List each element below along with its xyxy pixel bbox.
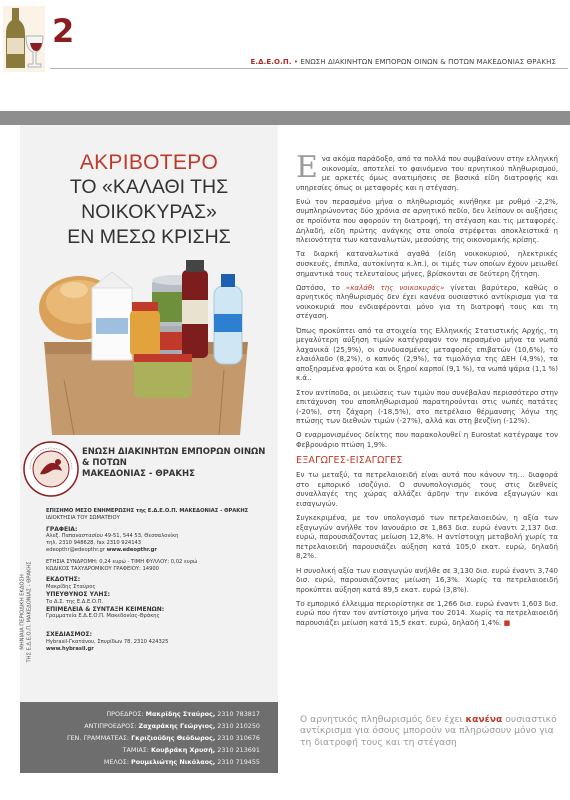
header-org-full: ΕΝΩΣΗ ΔΙΑΚΙΝΗΤΩΝ ΕΜΠΟΡΩΝ ΟΙΝΩΝ & ΠΟΤΩΝ ΜΑΚΕΔΟΝΙΑΣ ΘΡΑΚΗΣ <box>300 58 556 66</box>
official-medium: ΕΠΙΣΗΜΟ ΜΕΣΟ ΕΝΗΜΕΡΩΣΗΣ της Ε.Δ.Ε.Ο.Π. ΜΑΚΕΔΟΝΙΑΣ - ΘΡΑΚΗΣ <box>46 508 249 514</box>
publisher-heading: ΕΚΔΟΤΗΣ: <box>46 576 81 584</box>
subheading: ΕΞΑΓΩΓΕΣ-ΕΙΣΑΓΩΓΕΣ <box>296 454 403 466</box>
paragraph: Στον αντίποδα, οι μειώσεις των τιμών που συνέβαλαν περισσότερο στην επιτάχυνση του αποπληθωρισμού παρατηρούνται στις νωπές πατάτες (-20%), στη ζάχαρη (-18,5%), στο πετρέλαιο θέρμανσης λόγω της πτώσης των διεθνών τιμών (-27%), αλλά και στη βενζίνη (-12%). <box>296 387 558 426</box>
offices-email[interactable]: edeopthr@edeopthr.gr <box>46 546 107 553</box>
pull-quote <box>300 714 560 748</box>
paragraph-text: γίνεται βαρύτερο, καθώς ο αρνητικός πληθωρισμός δεν έχει κανένα ουσιαστικό αντίκρισμα για τα νοικοκυριά που ενδιαφέρονται μόνο για τη διατροφή τους και τη στέγαση. <box>296 282 558 321</box>
paragraph-text: να ακόμα παράδοξο, από τα πολλά που συμβαίνουν στην ελληνική οικονομία, αποτελεί το φαινόμενο του αρνητικού πληθωρισμού, με αρκετές όμως ανατιμήσεις σε βασικά είδη διατροφής και υπηρεσίες όπως οι μεταφορές και η στέγαση. <box>296 154 558 192</box>
board-row <box>67 734 260 742</box>
emphasis: «καλάθι της νοικοκυράς» <box>345 282 445 292</box>
paragraph: Ενώ τον περασμένο μήνα ο πληθωρισμός κινήθηκε με ρυθμό -2,2%, συμπληρώνοντας δύο χρόνια σε αρνητικό πεδίο, δεν λείπουν οι αυξήσεις σε προϊόντα που αφορούν τη διατροφή, τη στέγαση και τις μεταφορές. Δηλαδή, είδη πρώτης ανάγκης στα οποία στρέφεται αποκλειστικά η πλειονότητα των καταναλωτών, μεσούσης της οικονομικής κρίσης. <box>296 196 558 245</box>
drop-cap: Ε <box>296 150 318 185</box>
organization-name <box>82 447 272 480</box>
board-phone: 2310 213691 <box>217 746 260 754</box>
end-mark: ■ <box>503 618 511 628</box>
editing-name: Γραμματεία Ε.Δ.Ε.Ο.Π. Μακεδονίας-Θράκης <box>46 613 160 620</box>
quote-text: ουσιαστικό αντίκρισμα για όσους μπορούν να πληρώσουν μόνο για τη διατροφή τους και τη στέγαση <box>300 714 557 748</box>
article-body <box>296 150 558 632</box>
title-line-3: ΝΟΙΚΟΚΥΡΑΣ» <box>81 201 217 223</box>
board-name: Ζαχαράκης Γεώργιος, <box>138 722 216 730</box>
board-members-box <box>20 702 278 773</box>
paragraph-text: Το εμπορικό έλλειμμα περιορίστηκε σε 1,266 δισ. ευρώ έναντι 1,603 δισ. ευρώ που ήταν τον αντίστοιχο μήνα του 2014. Χωρίς τα πετρελαιοειδή παρουσιάζει μείωση κατά 15,5 εκατ. ευρώ, δηλαδή 1,4%. <box>296 598 558 628</box>
paragraph <box>296 283 558 321</box>
design-heading: ΣΧΕΔΙΑΣΜΟΣ: <box>46 631 93 639</box>
paragraph: Ο εναρμονισμένος δείκτης που παρακολουθεί η Eurostat κατέγραψε τον Φεβρουάριο πτώση 1,9%. <box>296 430 558 450</box>
board-row <box>104 758 260 766</box>
org-name-line-1: ΕΝΩΣΗ ΔΙΑΚΙΝΗΤΩΝ ΕΜΠΟΡΩΝ ΟΙΝΩΝ & ΠΟΤΩΝ <box>82 447 266 468</box>
paragraph: Εν τω μεταξύ, τα πετρελαιοειδή είναι αυτά που κάνουν τη… διαφορά στο εμπορικό ισοζύγιο. Ο συνυπολογισμός τους στις διεθνείς συναλλαγές της χώρας αλλάζει άρδην την εικόνα εξαγωγών και εισαγωγών. <box>296 470 558 508</box>
offices-heading: ΓΡΑΦΕΙΑ: <box>46 525 78 533</box>
offices-web <box>46 547 274 554</box>
quote-text: Ο αρνητικός πληθωρισμός δεν έχει <box>300 714 466 725</box>
paragraph-text: Ωστόσο, το <box>296 282 346 292</box>
org-name-line-2: ΜΑΚΕΔΟΝΙΑΣ - ΘΡΑΚΗΣ <box>82 469 195 479</box>
header-org-short: Ε.Δ.Ε.Ο.Π. <box>250 58 292 66</box>
offices-phone: τηλ. 2310 948628, fax 2310 924143 <box>46 540 142 547</box>
paragraph: Η συνολική αξία των εισαγωγών ανήλθε σε 3,130 δισ. ευρώ έναντι 3,740 δισ. ευρώ, παρουσιάζοντας μείωση 16,3%. Χωρίς τα πετρελαιοειδή προκύπτει αύξηση κατά 89,5 εκατ. ευρώ (3,8%). <box>296 565 558 594</box>
paragraph <box>296 599 558 628</box>
masthead-credits <box>46 508 274 653</box>
paragraph: Τα διαρκή καταναλωτικά αγαθά (είδη νοικοκυριού, ηλεκτρικές συσκευές, έπιπλα, αυτοκίνητα κ.λπ.), οι τιμές των οποίων έχουν μειωθεί σημαντικά τους τελευταίους μήνες, βρίσκονται σε δεύτερη ζήτηση. <box>296 249 558 278</box>
board-phone: 2310 719455 <box>217 758 260 766</box>
offices-address: Αλεξ. Παπαναστασίου 49-51, 544 53, Θεσσαλονίκη <box>46 533 179 540</box>
title-line-1: ΑΚΡΙΒΟΤΕΡΟ <box>79 151 219 174</box>
board-role: ΤΑΜΙΑΣ: <box>122 746 149 754</box>
vertical-publication-note <box>17 512 35 707</box>
publisher-name: Μακρίδης Σταύρος <box>46 584 96 591</box>
side-line-1: ΜΗΝΙΑΙΑ ΠΕΡΙΟΔΙΚΗ ΕΚΔΟΣΗ <box>19 574 26 650</box>
association-seal-logo <box>22 440 80 498</box>
subscription: ΕΤΗΣΙΑ ΣΥΝΔΡΟΜΗ: 0,24 ευρώ - ΤΙΜΗ ΦΥΛΛΟΥ: 0,02 ευρώ <box>46 558 198 565</box>
board-row <box>123 746 260 754</box>
ownership: ΙΔΙΟΚΤΗΣΙΑ ΤΟΥ ΣΩΜΑΤΕΙΟΥ <box>46 514 120 521</box>
design-address: Hybrasil-Γκατάνου, Σπυρίδων 78, 2310 424325 <box>46 638 169 645</box>
paragraph: Όπως προκύπτει από τα στοιχεία της Ελληνικής Στατιστικής Αρχής, τη μεγαλύτερη αύξηση τιμών κατέγραψαν τον περασμένο μήνα τα νωπά λαχανικά (25,9%), οι συνδυασμένες μεταφορές επιβατών (10,6%), το ελαιόλαδο (8,2%), ο καπνός (2,9%), τα τιμολόγια της ΔΕΗ (4,9%), τα αποξηραμένα φρούτα και οι ξηροί καρποί (9,1 %), τα νωπά ψάρια (1,1 %) κ.ά.. <box>296 325 558 383</box>
board-row <box>84 722 260 730</box>
board-name: Κουβράκη Χρυσή, <box>150 746 216 754</box>
header-separator: • <box>293 58 299 66</box>
postal-code: ΚΩΔΙΚΟΣ ΤΑΧΥΔΡΟΜΙΚΟΥ ΓΡΑΦΕΙΟΥ: 14900 <box>46 565 159 572</box>
title-line-2: ΤΟ «ΚΑΛΑΘΙ ΤΗΣ <box>69 176 229 198</box>
board-phone: 2310 783817 <box>217 710 260 718</box>
board-phone: 2310 310676 <box>217 734 260 742</box>
paragraph <box>296 150 558 192</box>
wine-bottle-glass-icon <box>3 6 45 72</box>
header-rule <box>50 68 568 69</box>
quote-emphasis: κανένα <box>465 714 503 725</box>
running-header <box>251 58 557 66</box>
board-row <box>106 710 260 718</box>
title-line-4: ΕΝ ΜΕΣΩ ΚΡΙΣΗΣ <box>67 226 231 248</box>
board-phone: 2310 210250 <box>217 722 260 730</box>
board-name: Ρουμελιώτης Νικόλαος, <box>131 758 216 766</box>
editing-heading: ΕΠΙΜΕΛΕΙΑ & ΣΥΝΤΑΞΗ ΚΕΙΜΕΝΩΝ: <box>46 605 165 613</box>
board-role: ΑΝΤΙΠΡΟΕΔΡΟΣ: <box>84 722 137 730</box>
board-name: Γκριζιούδης Θεόδωρος, <box>131 734 216 742</box>
gray-band <box>0 111 570 125</box>
board-role: ΓΕΝ. ΓΡΑΜΜΑΤΕΑΣ: <box>66 734 130 742</box>
page-number: 2 <box>52 12 75 50</box>
offices-website[interactable]: www.edeopthr.gr <box>106 546 157 553</box>
design-website[interactable]: www.hybrasil.gr <box>46 645 94 652</box>
grocery-bag-photo <box>34 230 258 435</box>
responsible-name: Το Δ.Σ. της Ε.Δ.Ε.Ο.Π. <box>46 598 104 605</box>
board-role: ΠΡΟΕΔΡΟΣ: <box>106 710 144 718</box>
board-name: Μακρίδης Σταύρος, <box>145 710 216 718</box>
paragraph: Συγκεκριμένα, με τον υπολογισμό των πετρελαιοειδών, η αξία των εξαγωγών ανήλθε τον Ιανουάριο σε 1,863 δισ. ευρώ έναντι 2,137 δισ. ευρώ, παρουσιάζοντας μείωση 12,8%. Η αντίστοιχη μεταβολή χωρίς τα πετρελαιοειδή παρουσιάζει αύξηση κατά 105,0 εκατ. ευρώ, δηλαδή 8,2%. <box>296 513 558 561</box>
board-role: ΜΕΛΟΣ: <box>103 758 129 766</box>
side-line-2: ΤΗΣ Ε.Δ.Ε.Ο.Π. ΜΑΚΕΔΟΝΙΑΣ - ΘΡΑΚΗΣ <box>26 561 32 663</box>
responsible-heading: ΥΠΕΥΘΥΝΟΣ ΥΛΗΣ: <box>46 590 111 598</box>
